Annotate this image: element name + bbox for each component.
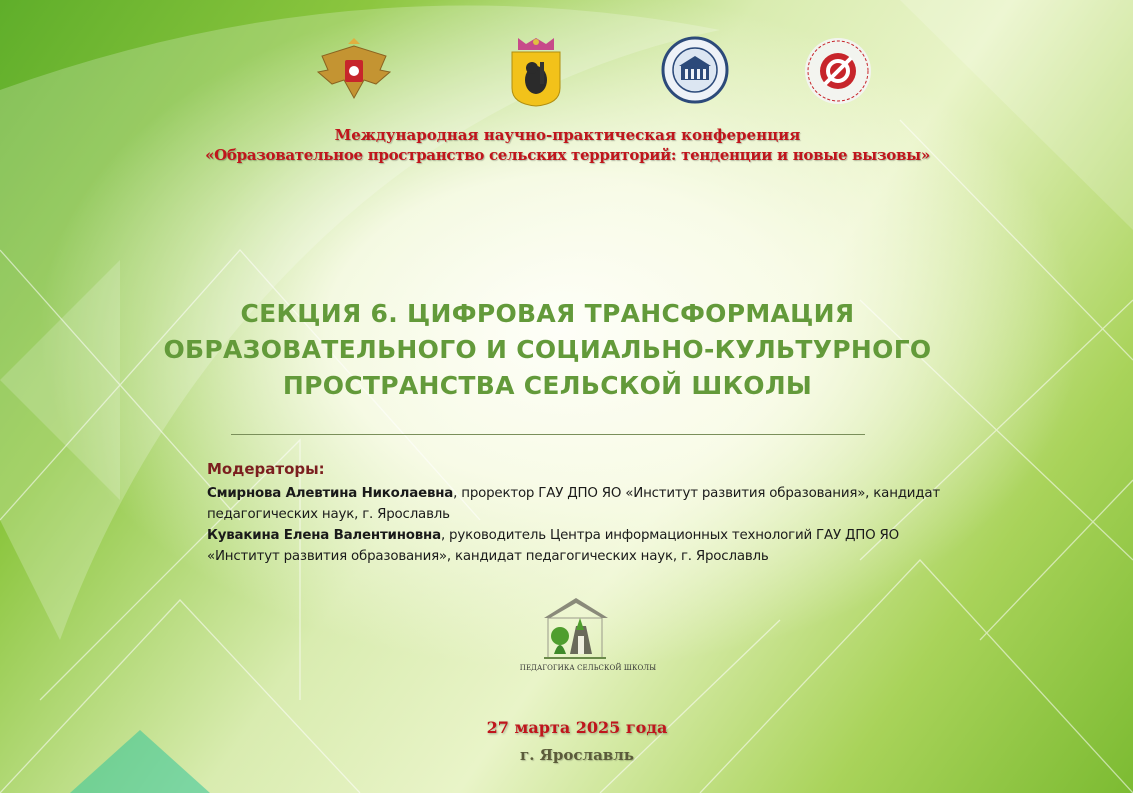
institute-emblem-icon (803, 36, 873, 106)
section-title (150, 296, 945, 404)
event-date: 27 марта 2025 года (486, 718, 668, 737)
conference-title-line-2: «Образовательное пространство сельских территорий: тенденции и новые вызовы» (205, 146, 930, 164)
conference-title (120, 125, 1015, 165)
moderators-block (207, 460, 967, 567)
university-seal-icon (661, 36, 729, 104)
moderator-name: Кувакина Елена Валентиновна (207, 528, 441, 543)
conference-title-line-1: Международная научно-практическая конференция (334, 126, 801, 144)
school-logo-caption: ПЕДАГОГИКА СЕЛЬСКОЙ ШКОЛЫ (519, 664, 657, 672)
divider (231, 434, 865, 435)
moderator-role: , руководитель Центра информационных технологий ГАУ ДПО ЯО «Институт развития образования», кандидат педагогических наук, г. Ярославль (207, 528, 899, 564)
event-city: г. Ярославль (520, 746, 634, 764)
moderators-heading: Модераторы: (207, 460, 325, 478)
moderator-entry (207, 483, 967, 525)
section-title-line-2: ОБРАЗОВАТЕЛЬНОГО И СОЦИАЛЬНО-КУЛЬТУРНОГО (163, 335, 932, 364)
moderator-entry (207, 525, 967, 567)
rural-school-house-icon (540, 596, 610, 662)
section-title-line-3: ПРОСТРАНСТВА СЕЛЬСКОЙ ШКОЛЫ (282, 371, 813, 400)
section-title-line-1: СЕКЦИЯ 6. ЦИФРОВАЯ ТРАНСФОРМАЦИЯ (240, 299, 855, 328)
eagle-emblem-icon (314, 36, 394, 106)
logo-row (0, 36, 1133, 116)
moderator-role: , проректор ГАУ ДПО ЯО «Институт развития образования», кандидат педагогических наук, г. Ярославль (207, 486, 940, 522)
moderator-name: Смирнова Алевтина Николаевна (207, 486, 454, 501)
bear-coat-of-arms-icon (510, 36, 562, 108)
